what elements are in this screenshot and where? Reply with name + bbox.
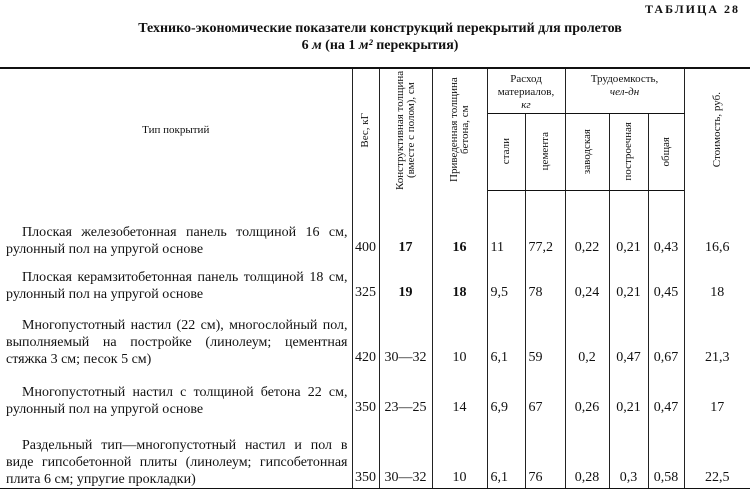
cell-factory: 0,24	[565, 258, 609, 303]
indicators-table	[0, 67, 750, 489]
cell-cement: 77,2	[525, 190, 565, 258]
header-materials-group: Расход материалов, кг	[487, 68, 565, 113]
cell-steel: 9,5	[487, 258, 525, 303]
cell-thickness: 17	[379, 190, 432, 258]
title-unit-area: м²	[358, 38, 373, 53]
row-type: Плоская железобетонная панель толщиной 16 см, рулонный пол на упругой основе	[6, 225, 348, 257]
cell-onsite: 0,21	[609, 190, 648, 258]
cell-total: 0,45	[648, 258, 684, 303]
cell-concrete: 18	[432, 258, 487, 303]
title-unit: м	[312, 38, 322, 53]
cell-cement: 67	[525, 368, 565, 418]
title-span-value: 6	[301, 38, 309, 53]
cell-total: 0,43	[648, 190, 684, 258]
cell-onsite: 0,47	[609, 303, 648, 368]
row-type: Многопустотный настил (22 см), многослойный пол, выполняемый на постройке (линолеум; цементная стяжка 3 см; песок 5 см)	[6, 318, 348, 367]
cell-cost: 22,5	[684, 418, 750, 488]
cell-onsite: 0,3	[609, 418, 648, 488]
header-thickness: Конструктивная толщина (вместе с полом), см	[379, 68, 432, 190]
cell-concrete: 10	[432, 303, 487, 368]
cell-cement: 76	[525, 418, 565, 488]
table-row	[0, 368, 750, 418]
cell-thickness: 19	[379, 258, 432, 303]
header-labor-group: Трудоемкость, чел-дн	[565, 68, 684, 113]
cell-steel: 6,1	[487, 418, 525, 488]
cell-cost: 17	[684, 368, 750, 418]
cell-cement: 78	[525, 258, 565, 303]
row-type: Многопустотный настил с толщиной бетона 22 см, рулонный пол на упругой основе	[6, 385, 348, 417]
cell-factory: 0,26	[565, 368, 609, 418]
cell-factory: 0,28	[565, 418, 609, 488]
cell-weight: 400	[352, 190, 379, 258]
cell-cost: 18	[684, 258, 750, 303]
cell-cement: 59	[525, 303, 565, 368]
cell-steel: 6,1	[487, 303, 525, 368]
table-row	[0, 258, 750, 303]
header-onsite: построечная	[609, 113, 648, 190]
cell-steel: 11	[487, 190, 525, 258]
title-line-1: Технико-экономические показатели конструкций перекрытий для пролетов	[138, 21, 622, 36]
cell-total: 0,47	[648, 368, 684, 418]
table-label: ТАБЛИЦА 28	[645, 2, 740, 16]
table-row	[0, 418, 750, 488]
cell-concrete: 14	[432, 368, 487, 418]
cell-onsite: 0,21	[609, 258, 648, 303]
row-type: Плоская керамзитобетонная панель толщиной 18 см, рулонный пол на упругой основе	[6, 270, 348, 302]
header-factory: заводская	[565, 113, 609, 190]
header-cost: Стоимость, руб.	[684, 68, 750, 190]
header-total: общая	[648, 113, 684, 190]
cell-total: 0,67	[648, 303, 684, 368]
header-concrete: Приведенная толщина бетона, см	[432, 68, 487, 190]
table-row	[0, 303, 750, 368]
header-type: Тип покрытий	[0, 68, 352, 190]
cell-weight: 325	[352, 258, 379, 303]
cell-weight: 350	[352, 368, 379, 418]
cell-cost: 16,6	[684, 190, 750, 258]
cell-steel: 6,9	[487, 368, 525, 418]
cell-thickness: 30—32	[379, 418, 432, 488]
cell-factory: 0,22	[565, 190, 609, 258]
row-type: Раздельный тип—многопустотный настил и пол в виде гипсобетонной плиты (линолеум; гипсобетонная плита 6 см; упругие прокладки)	[6, 437, 348, 487]
cell-factory: 0,2	[565, 303, 609, 368]
header-weight: Вес, кГ	[352, 68, 379, 190]
header-steel: стали	[487, 113, 525, 190]
cell-cost: 21,3	[684, 303, 750, 368]
cell-total: 0,58	[648, 418, 684, 488]
cell-weight: 420	[352, 303, 379, 368]
cell-thickness: 30—32	[379, 303, 432, 368]
title-line-2	[60, 37, 700, 54]
cell-concrete: 16	[432, 190, 487, 258]
table-title	[60, 20, 700, 54]
cell-thickness: 23—25	[379, 368, 432, 418]
cell-onsite: 0,21	[609, 368, 648, 418]
header-cement: цемента	[525, 113, 565, 190]
cell-concrete: 10	[432, 418, 487, 488]
cell-weight: 350	[352, 418, 379, 488]
table-row	[0, 190, 750, 258]
title-text: (на 1	[325, 38, 356, 53]
title-text-end: перекрытия)	[376, 38, 459, 53]
